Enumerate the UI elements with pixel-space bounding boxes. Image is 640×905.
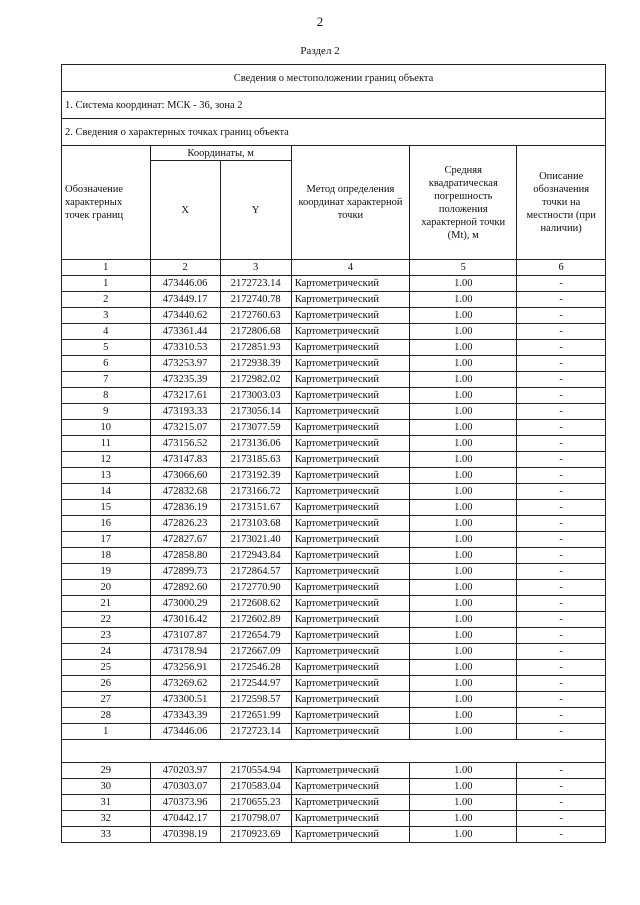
method: Картометрический: [291, 548, 409, 564]
table-row: [62, 452, 606, 468]
header-x: X: [150, 161, 220, 260]
coord-y: 2173003.03: [220, 388, 291, 404]
coord-y: 2172851.93: [220, 340, 291, 356]
description: -: [517, 372, 606, 388]
table-row: [62, 564, 606, 580]
method: Картометрический: [291, 356, 409, 372]
point-number: 1: [62, 276, 151, 292]
coord-y: 2173103.68: [220, 516, 291, 532]
error: 1.00: [410, 404, 517, 420]
method: Картометрический: [291, 660, 409, 676]
coord-y: 2172546.28: [220, 660, 291, 676]
coord-y: 2173151.67: [220, 500, 291, 516]
table-row: [62, 340, 606, 356]
table-row: [62, 644, 606, 660]
point-number: 5: [62, 340, 151, 356]
point-number: 31: [62, 795, 151, 811]
description: -: [517, 388, 606, 404]
table-row: [62, 468, 606, 484]
table-row: [62, 795, 606, 811]
method: Картометрический: [291, 692, 409, 708]
table-row: [62, 532, 606, 548]
table-row: [62, 676, 606, 692]
point-number: 14: [62, 484, 151, 500]
error: 1.00: [410, 660, 517, 676]
point-number: 29: [62, 763, 151, 779]
error: 1.00: [410, 356, 517, 372]
table-row: [62, 724, 606, 740]
description: -: [517, 500, 606, 516]
coord-x: 473193.33: [150, 404, 220, 420]
method: Картометрический: [291, 676, 409, 692]
method: Картометрический: [291, 308, 409, 324]
table-row: [62, 811, 606, 827]
description: -: [517, 644, 606, 660]
page-number: 2: [316, 14, 324, 29]
column-number: 6: [517, 260, 606, 276]
description: -: [517, 628, 606, 644]
table-row: [62, 356, 606, 372]
coord-x: 473147.83: [150, 452, 220, 468]
coord-y: 2172602.89: [220, 612, 291, 628]
error: 1.00: [410, 388, 517, 404]
description: -: [517, 292, 606, 308]
coord-y: 2172864.57: [220, 564, 291, 580]
description: -: [517, 548, 606, 564]
error: 1.00: [410, 564, 517, 580]
description: -: [517, 724, 606, 740]
point-number: 23: [62, 628, 151, 644]
coord-y: 2172544.97: [220, 676, 291, 692]
separator-row: [62, 740, 606, 763]
description: -: [517, 420, 606, 436]
table-row: [62, 779, 606, 795]
column-numbers-row: [62, 260, 606, 276]
point-number: 10: [62, 420, 151, 436]
table-row: [62, 827, 606, 843]
point-number: 16: [62, 516, 151, 532]
coord-x: 473215.07: [150, 420, 220, 436]
coord-y: 2173185.63: [220, 452, 291, 468]
error: 1.00: [410, 420, 517, 436]
header-designation: Обозначение характерных точек границ: [62, 146, 151, 260]
description: -: [517, 827, 606, 843]
description: -: [517, 436, 606, 452]
coord-y: 2173077.59: [220, 420, 291, 436]
method: Картометрический: [291, 500, 409, 516]
point-number: 11: [62, 436, 151, 452]
error: 1.00: [410, 644, 517, 660]
description: -: [517, 356, 606, 372]
description: -: [517, 484, 606, 500]
coord-y: 2172598.57: [220, 692, 291, 708]
error: 1.00: [410, 811, 517, 827]
table-row: [62, 372, 606, 388]
description: -: [517, 340, 606, 356]
error: 1.00: [410, 452, 517, 468]
error: 1.00: [410, 340, 517, 356]
coord-y: 2173166.72: [220, 484, 291, 500]
header-error: Средняя квадратическая погрешность положения характерной точки (Mt), м: [410, 146, 517, 260]
coord-x: 473446.06: [150, 724, 220, 740]
method: Картометрический: [291, 436, 409, 452]
coord-y: 2172667.09: [220, 644, 291, 660]
coord-y: 2173056.14: [220, 404, 291, 420]
table-row: [62, 404, 606, 420]
description: -: [517, 532, 606, 548]
table-row: [62, 708, 606, 724]
point-number: 12: [62, 452, 151, 468]
table-row: [62, 484, 606, 500]
error: 1.00: [410, 516, 517, 532]
point-number: 20: [62, 580, 151, 596]
description: -: [517, 580, 606, 596]
table-row: [62, 692, 606, 708]
coord-x: 473000.29: [150, 596, 220, 612]
point-number: 28: [62, 708, 151, 724]
coord-x: 473269.62: [150, 676, 220, 692]
coord-y: 2172740.78: [220, 292, 291, 308]
description: -: [517, 596, 606, 612]
coord-x: 473178.94: [150, 644, 220, 660]
error: 1.00: [410, 484, 517, 500]
point-number: 4: [62, 324, 151, 340]
error: 1.00: [410, 436, 517, 452]
point-number: 33: [62, 827, 151, 843]
description: -: [517, 452, 606, 468]
point-number: 3: [62, 308, 151, 324]
point-number: 26: [62, 676, 151, 692]
table-row: [62, 628, 606, 644]
method: Картометрический: [291, 404, 409, 420]
coord-x: 473256.91: [150, 660, 220, 676]
error: 1.00: [410, 779, 517, 795]
coord-y: 2170923.69: [220, 827, 291, 843]
coord-x: 472827.67: [150, 532, 220, 548]
description: -: [517, 692, 606, 708]
error: 1.00: [410, 468, 517, 484]
point-number: 15: [62, 500, 151, 516]
column-number: 5: [410, 260, 517, 276]
coord-y: 2172651.99: [220, 708, 291, 724]
method: Картометрический: [291, 628, 409, 644]
column-number: 4: [291, 260, 409, 276]
coord-y: 2173136.06: [220, 436, 291, 452]
coord-y: 2173192.39: [220, 468, 291, 484]
coord-y: 2172608.62: [220, 596, 291, 612]
coord-y: 2172806.68: [220, 324, 291, 340]
table-row: [62, 500, 606, 516]
header-y: Y: [220, 161, 291, 260]
error: 1.00: [410, 628, 517, 644]
table-title: Сведения о местоположении границ объекта: [62, 65, 606, 92]
error: 1.00: [410, 692, 517, 708]
method: Картометрический: [291, 388, 409, 404]
column-number: 1: [62, 260, 151, 276]
error: 1.00: [410, 763, 517, 779]
error: 1.00: [410, 612, 517, 628]
method: Картометрический: [291, 795, 409, 811]
coord-y: 2170583.04: [220, 779, 291, 795]
method: Картометрический: [291, 452, 409, 468]
table-row: [62, 292, 606, 308]
error: 1.00: [410, 292, 517, 308]
method: Картометрический: [291, 324, 409, 340]
coord-y: 2172654.79: [220, 628, 291, 644]
point-number: 32: [62, 811, 151, 827]
method: Картометрический: [291, 468, 409, 484]
coord-x: 473449.17: [150, 292, 220, 308]
header-coordinates: Координаты, м: [150, 146, 291, 161]
description: -: [517, 612, 606, 628]
column-number: 3: [220, 260, 291, 276]
coord-x: 470398.19: [150, 827, 220, 843]
error: 1.00: [410, 324, 517, 340]
method: Картометрический: [291, 292, 409, 308]
coord-x: 473066.60: [150, 468, 220, 484]
coord-x: 473217.61: [150, 388, 220, 404]
coord-x: 473253.97: [150, 356, 220, 372]
coord-x: 473016.42: [150, 612, 220, 628]
header-method: Метод определения координат характерной точки: [291, 146, 409, 260]
error: 1.00: [410, 276, 517, 292]
coord-x: 473310.53: [150, 340, 220, 356]
method: Картометрический: [291, 811, 409, 827]
section-title: Раздел 2: [300, 45, 340, 57]
points-caption: 2. Сведения о характерных точках границ объекта: [62, 119, 606, 146]
description: -: [517, 404, 606, 420]
error: 1.00: [410, 795, 517, 811]
description: -: [517, 276, 606, 292]
error: 1.00: [410, 724, 517, 740]
coord-x: 472832.68: [150, 484, 220, 500]
point-number: 2: [62, 292, 151, 308]
point-number: 8: [62, 388, 151, 404]
boundary-points-table: [61, 64, 606, 843]
point-number: 9: [62, 404, 151, 420]
error: 1.00: [410, 596, 517, 612]
method: Картометрический: [291, 516, 409, 532]
table-row: [62, 660, 606, 676]
coord-x: 472836.19: [150, 500, 220, 516]
coordinate-system: 1. Система координат: МСК - 36, зона 2: [62, 92, 606, 119]
point-number: 25: [62, 660, 151, 676]
column-number: 2: [150, 260, 220, 276]
description: -: [517, 516, 606, 532]
table-row: [62, 388, 606, 404]
coord-y: 2172938.39: [220, 356, 291, 372]
method: Картометрический: [291, 763, 409, 779]
method: Картометрический: [291, 724, 409, 740]
error: 1.00: [410, 532, 517, 548]
table-row: [62, 276, 606, 292]
coord-x: 470373.96: [150, 795, 220, 811]
table-row: [62, 763, 606, 779]
method: Картометрический: [291, 484, 409, 500]
error: 1.00: [410, 500, 517, 516]
table-row: [62, 324, 606, 340]
method: Картометрический: [291, 564, 409, 580]
coord-x: 473156.52: [150, 436, 220, 452]
table-row: [62, 580, 606, 596]
method: Картометрический: [291, 708, 409, 724]
coord-x: 472892.60: [150, 580, 220, 596]
method: Картометрический: [291, 644, 409, 660]
description: -: [517, 564, 606, 580]
description: -: [517, 708, 606, 724]
description: -: [517, 779, 606, 795]
point-number: 13: [62, 468, 151, 484]
method: Картометрический: [291, 596, 409, 612]
coord-x: 472899.73: [150, 564, 220, 580]
coord-x: 473446.06: [150, 276, 220, 292]
point-number: 24: [62, 644, 151, 660]
method: Картометрический: [291, 276, 409, 292]
coord-y: 2172943.84: [220, 548, 291, 564]
description: -: [517, 468, 606, 484]
description: -: [517, 763, 606, 779]
coord-y: 2172982.02: [220, 372, 291, 388]
description: -: [517, 811, 606, 827]
point-number: 21: [62, 596, 151, 612]
error: 1.00: [410, 548, 517, 564]
point-number: 7: [62, 372, 151, 388]
description: -: [517, 324, 606, 340]
coord-x: 473361.44: [150, 324, 220, 340]
point-number: 27: [62, 692, 151, 708]
point-number: 19: [62, 564, 151, 580]
method: Картометрический: [291, 580, 409, 596]
coord-x: 473107.87: [150, 628, 220, 644]
description: -: [517, 676, 606, 692]
error: 1.00: [410, 827, 517, 843]
point-number: 30: [62, 779, 151, 795]
table-row: [62, 596, 606, 612]
method: Картометрический: [291, 612, 409, 628]
point-number: 6: [62, 356, 151, 372]
coord-x: 470442.17: [150, 811, 220, 827]
coord-y: 2173021.40: [220, 532, 291, 548]
table-row: [62, 436, 606, 452]
error: 1.00: [410, 308, 517, 324]
table-row: [62, 516, 606, 532]
coord-y: 2172723.14: [220, 724, 291, 740]
point-number: 17: [62, 532, 151, 548]
coord-x: 473343.39: [150, 708, 220, 724]
coord-y: 2172723.14: [220, 276, 291, 292]
coord-x: 470203.97: [150, 763, 220, 779]
method: Картометрический: [291, 827, 409, 843]
description: -: [517, 308, 606, 324]
coord-x: 473300.51: [150, 692, 220, 708]
table-row: [62, 308, 606, 324]
error: 1.00: [410, 676, 517, 692]
coord-x: 473440.62: [150, 308, 220, 324]
method: Картометрический: [291, 372, 409, 388]
point-number: 1: [62, 724, 151, 740]
table-row: [62, 420, 606, 436]
error: 1.00: [410, 372, 517, 388]
coord-y: 2170655.23: [220, 795, 291, 811]
separator-cell: [62, 740, 606, 763]
coord-y: 2170798.07: [220, 811, 291, 827]
error: 1.00: [410, 708, 517, 724]
method: Картометрический: [291, 532, 409, 548]
error: 1.00: [410, 580, 517, 596]
point-number: 18: [62, 548, 151, 564]
description: -: [517, 795, 606, 811]
coord-y: 2172770.90: [220, 580, 291, 596]
coord-y: 2172760.63: [220, 308, 291, 324]
coord-x: 472826.23: [150, 516, 220, 532]
coord-y: 2170554.94: [220, 763, 291, 779]
point-number: 22: [62, 612, 151, 628]
method: Картометрический: [291, 779, 409, 795]
coord-x: 470303.07: [150, 779, 220, 795]
table-row: [62, 612, 606, 628]
coord-x: 472858.80: [150, 548, 220, 564]
coord-x: 473235.39: [150, 372, 220, 388]
header-description: Описание обозначения точки на местности (при наличии): [517, 146, 606, 260]
method: Картометрический: [291, 420, 409, 436]
table-row: [62, 548, 606, 564]
description: -: [517, 660, 606, 676]
method: Картометрический: [291, 340, 409, 356]
